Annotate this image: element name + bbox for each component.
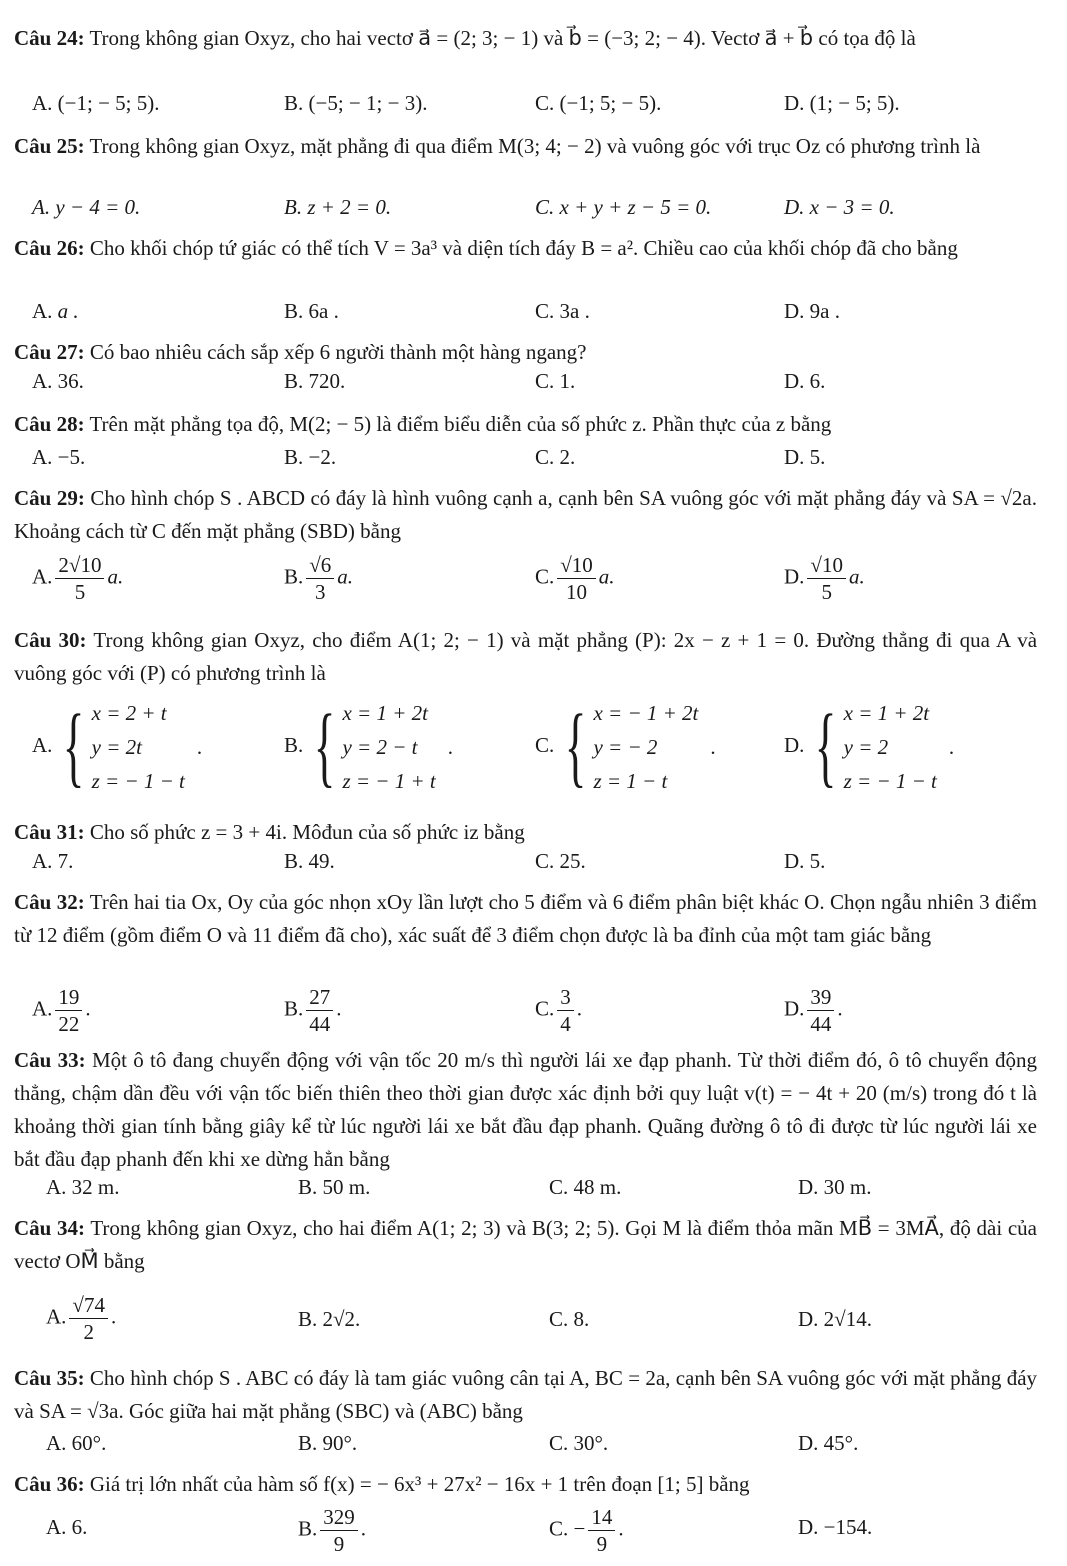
question-text: Giá trị lớn nhất của hàm số f(x) = − 6x³ + 27x² − 16x + 1 trên đoạn [1; 5] bằng — [89, 1472, 750, 1496]
question-stem — [14, 482, 1037, 548]
option-text: 60°. — [71, 1431, 107, 1455]
option-tail: a. — [337, 564, 354, 589]
fraction — [55, 984, 82, 1037]
question-stem — [14, 1362, 1037, 1428]
question-stem — [14, 336, 1037, 369]
option-text: 25. — [559, 849, 586, 873]
option-text: 6a . — [308, 299, 339, 323]
fraction — [55, 552, 104, 605]
option-text: 3a . — [559, 299, 590, 323]
question-label: Câu 29: — [14, 486, 85, 510]
numerator: √6 — [306, 552, 334, 579]
option-text: z + 2 = 0. — [307, 195, 392, 219]
denominator: 44 — [810, 1012, 832, 1036]
equation-line: z = − 1 − t — [843, 769, 937, 793]
question-24 — [14, 22, 1037, 115]
option-letter: C. — [549, 1307, 569, 1331]
option-b — [298, 1428, 357, 1458]
question-label: Câu 32: — [14, 890, 85, 914]
denominator: 44 — [309, 1012, 331, 1036]
option-letter: B. — [284, 564, 304, 589]
option-letter: B. — [284, 195, 303, 219]
option-letter: B. — [284, 732, 304, 757]
question-stem — [14, 130, 1037, 163]
question-label: Câu 27: — [14, 340, 85, 364]
option-letter: C. — [535, 299, 555, 323]
denominator: 9 — [333, 1532, 345, 1556]
brace: { — [565, 697, 587, 796]
option-d — [784, 442, 825, 472]
option-a — [32, 366, 84, 396]
option-b — [298, 1504, 366, 1557]
option-b — [284, 366, 345, 396]
fraction — [320, 1504, 358, 1557]
option-b — [284, 88, 427, 118]
denominator: 3 — [315, 580, 326, 604]
option-c — [535, 696, 716, 798]
option-b — [284, 846, 335, 876]
option-letter: A. — [32, 195, 51, 219]
question-33 — [14, 1044, 1038, 1199]
equation-system — [303, 696, 453, 798]
option-d — [784, 696, 954, 798]
option-text: 48 m. — [573, 1175, 622, 1199]
option-d — [784, 552, 865, 605]
question-text: Trên hai tia Ox, Oy của góc nhọn xOy lần lượt cho 5 điểm và 6 điểm phân biệt khác O. Chọn ngẫu nhiên 3 điểm từ 12 điểm (gồm điểm O và 11 điểm đã cho), xác suất để 3 điểm chọn được là ba đỉnh của một tam giác bằng — [14, 890, 1038, 947]
option-letter: A. — [32, 996, 53, 1021]
option-letter: C. — [549, 1175, 569, 1199]
option-text: 7. — [57, 849, 74, 873]
option-b — [284, 296, 339, 326]
option-letter: C. — [535, 369, 555, 393]
option-text: 2√14. — [823, 1307, 872, 1331]
question-stem — [14, 1044, 1037, 1176]
option-b — [298, 1172, 370, 1202]
fraction — [306, 552, 334, 605]
fraction — [69, 1292, 108, 1345]
numerator: 19 — [55, 984, 82, 1011]
option-letter: A. — [46, 1515, 67, 1539]
option-text: −2. — [308, 445, 337, 469]
question-text: Trong không gian Oxyz, cho hai vectơ a⃗ = (2; 3; − 1) và b⃗ = (−3; 2; − 4). Vectơ a⃗ + b⃗ có tọa độ là — [89, 26, 916, 50]
option-letter: D. — [798, 1431, 819, 1455]
option-text: 720. — [308, 369, 346, 393]
numerator: 27 — [306, 984, 333, 1011]
option-letter: A. — [32, 299, 53, 323]
option-a — [46, 1172, 120, 1202]
option-a — [32, 88, 160, 118]
option-letter: A. — [46, 1304, 67, 1329]
fraction — [807, 984, 834, 1037]
question-26 — [14, 232, 1037, 323]
question-text: Trong không gian Oxyz, cho hai điểm A(1; 2; 3) và B(3; 2; 5). Gọi M là điểm thỏa mãn MB⃗ = 3MA⃗, độ dài của vectơ OM⃗ bằng — [14, 1216, 1037, 1273]
option-letter: D. — [784, 564, 805, 589]
question-label: Câu 31: — [14, 820, 85, 844]
question-text: Có bao nhiêu cách sắp xếp 6 người thành một hàng ngang? — [89, 340, 587, 364]
option-a — [32, 552, 123, 605]
option-c — [535, 984, 582, 1037]
option-d — [798, 1172, 872, 1202]
option-tail: . — [948, 735, 955, 759]
fraction — [588, 1504, 615, 1557]
question-35 — [14, 1362, 1038, 1455]
equation-line: y = 2 − t — [342, 735, 418, 759]
option-letter: C. — [549, 1431, 569, 1455]
question-text: Trong không gian Oxyz, cho điểm A(1; 2; − 1) và mặt phẳng (P): 2x − z + 1 = 0. Đường thẳng đi qua A và vuông góc với (P) có phương trình là — [14, 628, 1038, 685]
question-31 — [14, 816, 1037, 873]
option-c — [535, 442, 575, 472]
option-text: 50 m. — [322, 1175, 371, 1199]
option-text: a . — [57, 299, 79, 323]
question-label: Câu 36: — [14, 1472, 85, 1496]
option-tail: . — [336, 996, 342, 1021]
option-tail: . — [196, 735, 203, 759]
question-label: Câu 28: — [14, 412, 85, 436]
option-letter: C. — [535, 732, 555, 757]
question-stem — [14, 886, 1037, 952]
question-stem — [14, 624, 1037, 690]
option-c — [535, 88, 661, 118]
option-text: (−1; 5; − 5). — [559, 91, 662, 115]
question-label: Câu 26: — [14, 236, 85, 260]
option-letter: D. — [784, 299, 805, 323]
option-letter: D. — [784, 996, 805, 1021]
question-text: Cho hình chóp S . ABCD có đáy là hình vuông cạnh a, cạnh bên SA vuông góc với mặt phẳng đáy và SA = √2a. Khoảng cách từ C đến mặt phẳng (SBD) bằng — [14, 486, 1038, 543]
option-letter: C. — [535, 564, 555, 589]
option-d — [784, 296, 840, 326]
option-d — [798, 1304, 872, 1334]
option-tail: . — [710, 735, 716, 759]
option-c — [549, 1504, 624, 1557]
fraction — [557, 552, 596, 605]
option-d — [798, 1428, 858, 1458]
option-tail: a. — [848, 564, 865, 589]
option-text: 5. — [809, 445, 826, 469]
option-letter: A. — [32, 732, 53, 757]
option-c — [535, 192, 711, 222]
option-text: 49. — [308, 849, 335, 873]
option-letter: D. — [784, 195, 805, 219]
question-stem — [14, 408, 1037, 441]
question-label: Câu 30: — [14, 628, 87, 652]
question-text: Trong không gian Oxyz, mặt phẳng đi qua điểm M(3; 4; − 2) và vuông góc với trục Oz có phương trình là — [89, 134, 981, 158]
option-letter: C. — [535, 445, 555, 469]
option-a — [46, 1512, 87, 1542]
option-text: 5. — [809, 849, 826, 873]
option-letter: A. — [32, 849, 53, 873]
fraction — [807, 552, 846, 605]
option-tail: a. — [107, 564, 124, 589]
question-label: Câu 35: — [14, 1366, 85, 1390]
option-letter: C. — [535, 91, 555, 115]
option-letter: A. — [32, 91, 53, 115]
denominator: 10 — [566, 580, 588, 604]
option-b — [284, 696, 453, 798]
fraction — [306, 984, 333, 1037]
option-a — [32, 442, 85, 472]
question-stem — [14, 232, 1037, 265]
numerator: √74 — [69, 1292, 108, 1319]
option-tail: . — [576, 996, 583, 1021]
question-label: Câu 24: — [14, 26, 85, 50]
option-a — [32, 192, 140, 222]
question-stem — [14, 1468, 1037, 1501]
option-tail: . — [447, 735, 453, 759]
option-text: 90°. — [322, 1431, 358, 1455]
numerator: √10 — [807, 552, 846, 579]
option-letter: B. — [284, 996, 304, 1021]
question-label: Câu 25: — [14, 134, 85, 158]
equation-line: y = 2t — [91, 735, 142, 759]
option-text: (−1; − 5; 5). — [57, 91, 160, 115]
option-a — [32, 984, 91, 1037]
option-letter: D. — [784, 445, 805, 469]
brace: { — [314, 697, 336, 796]
equation-system — [554, 696, 715, 798]
option-letter: B. — [298, 1516, 318, 1541]
option-d — [784, 846, 825, 876]
option-d — [784, 88, 900, 118]
question-stem — [14, 816, 1037, 849]
equation-line: x = − 1 + 2t — [593, 701, 699, 725]
equation-line: z = 1 − t — [593, 769, 668, 793]
denominator: 9 — [596, 1532, 608, 1556]
option-text: 32 m. — [71, 1175, 120, 1199]
option-text: x + y + z − 5 = 0. — [559, 195, 712, 219]
minus-sign: − — [573, 1516, 586, 1541]
question-34 — [14, 1212, 1037, 1344]
option-letter: B. — [284, 369, 304, 393]
option-letter: B. — [298, 1431, 318, 1455]
denominator: 5 — [74, 580, 86, 604]
option-tail: . — [618, 1516, 624, 1541]
option-c — [535, 296, 590, 326]
fraction — [557, 984, 574, 1037]
brace: { — [815, 697, 837, 796]
option-a — [46, 1292, 116, 1345]
option-text: 1. — [559, 369, 576, 393]
option-text: y − 4 = 0. — [55, 195, 141, 219]
option-letter: B. — [298, 1175, 318, 1199]
option-a — [32, 296, 79, 326]
equation-line: z = − 1 + t — [342, 769, 436, 793]
question-27 — [14, 336, 1037, 393]
denominator: 4 — [560, 1012, 571, 1036]
question-29 — [14, 482, 1038, 604]
option-letter: D. — [784, 849, 805, 873]
option-text: 2√2. — [322, 1307, 361, 1331]
option-b — [284, 552, 353, 605]
option-text: 9a . — [809, 299, 840, 323]
equation-line: y = − 2 — [593, 735, 658, 759]
denominator: 5 — [821, 580, 832, 604]
numerator: 39 — [807, 984, 834, 1011]
option-text: 2. — [559, 445, 576, 469]
option-letter: B. — [298, 1307, 318, 1331]
option-text: −5. — [57, 445, 86, 469]
option-d — [784, 984, 843, 1037]
question-label: Câu 33: — [14, 1048, 86, 1072]
option-letter: A. — [32, 564, 53, 589]
numerator: 14 — [588, 1504, 615, 1531]
option-letter: D. — [798, 1175, 819, 1199]
option-d — [784, 366, 825, 396]
option-text: 36. — [57, 369, 84, 393]
question-36 — [14, 1468, 1037, 1556]
option-letter: D. — [784, 91, 805, 115]
option-letter: A. — [46, 1431, 67, 1455]
equation-system — [804, 696, 954, 798]
denominator: 2 — [83, 1320, 94, 1344]
option-text: x − 3 = 0. — [809, 195, 895, 219]
option-tail: . — [110, 1304, 117, 1329]
option-letter: B. — [284, 849, 304, 873]
option-tail: a. — [598, 564, 615, 589]
option-b — [298, 1304, 360, 1334]
question-text: Cho hình chóp S . ABC có đáy là tam giác vuông cân tại A, BC = 2a, cạnh bên SA vuông góc với mặt phẳng đáy và SA = √3a. Góc giữa hai mặt phẳng (SBC) và (ABC) bằng — [14, 1366, 1038, 1423]
option-text: 6. — [71, 1515, 88, 1539]
option-letter: B. — [284, 299, 304, 323]
option-c — [549, 1172, 621, 1202]
option-letter: C. — [535, 849, 555, 873]
option-c — [549, 1428, 608, 1458]
equation-line: x = 1 + 2t — [342, 701, 428, 725]
equation-line: x = 1 + 2t — [843, 701, 930, 725]
option-letter: C. — [535, 195, 555, 219]
option-d — [798, 1512, 872, 1542]
question-stem — [14, 1212, 1037, 1278]
numerator: √10 — [557, 552, 596, 579]
option-tail: . — [837, 996, 843, 1021]
option-letter: A. — [46, 1175, 67, 1199]
question-text: Một ô tô đang chuyển động với vận tốc 20 m/s thì người lái xe đạp phanh. Từ thời điểm đó, ô tô chuyển động thẳng, chậm dần đều với vận tốc biến thiên theo thời gian được xác định bởi quy luật v(t) = − 4t + 20 (m/s) trong đó t là khoảng thời gian tính bằng giây kể từ lúc người lái xe bắt đầu đạp phanh. Quãng đường ô tô đi được từ lúc người lái xe bắt đầu đạp phanh đến khi xe dừng hẳn bằng — [14, 1048, 1038, 1171]
question-text: Trên mặt phẳng tọa độ, M(2; − 5) là điểm biểu diễn của số phức z. Phần thực của z bằng — [89, 412, 832, 436]
question-text: Cho số phức z = 3 + 4i. Môđun của số phức iz bằng — [89, 820, 525, 844]
option-letter: C. — [535, 996, 555, 1021]
question-30 — [14, 624, 1038, 796]
option-text: −154. — [823, 1515, 873, 1539]
question-25 — [14, 130, 1037, 219]
option-text: 30°. — [573, 1431, 609, 1455]
equation-line: y = 2 — [843, 735, 889, 759]
question-text: Cho khối chóp tứ giác có thể tích V = 3a³ và diện tích đáy B = a². Chiều cao của khối chóp đã cho bằng — [89, 236, 958, 260]
question-32 — [14, 886, 1038, 1036]
numerator: 2√10 — [55, 552, 104, 579]
option-text: 30 m. — [823, 1175, 872, 1199]
option-letter: B. — [284, 445, 304, 469]
option-text: (1; − 5; 5). — [809, 91, 900, 115]
option-letter: D. — [784, 732, 805, 757]
option-b — [284, 442, 336, 472]
option-letter: C. — [549, 1516, 569, 1541]
equation-line: z = − 1 − t — [91, 769, 185, 793]
option-c — [549, 1304, 589, 1334]
option-tail: . — [360, 1516, 367, 1541]
numerator: 3 — [557, 984, 574, 1011]
option-text: 45°. — [823, 1431, 859, 1455]
option-text: 6. — [809, 369, 826, 393]
option-text: (−5; − 1; − 3). — [308, 91, 428, 115]
option-letter: A. — [32, 369, 53, 393]
option-letter: A. — [32, 445, 53, 469]
option-a — [32, 696, 202, 798]
option-letter: B. — [284, 91, 304, 115]
option-b — [284, 192, 391, 222]
option-a — [46, 1428, 106, 1458]
equation-line: x = 2 + t — [91, 701, 167, 725]
question-stem — [14, 22, 1037, 55]
equation-system — [52, 696, 202, 798]
option-c — [535, 846, 586, 876]
numerator: 329 — [320, 1504, 358, 1531]
option-d — [784, 192, 895, 222]
question-label: Câu 34: — [14, 1216, 86, 1240]
option-b — [284, 984, 342, 1037]
question-28 — [14, 408, 1037, 469]
option-c — [535, 552, 615, 605]
option-letter: D. — [798, 1515, 819, 1539]
option-letter: D. — [798, 1307, 819, 1331]
option-tail: . — [85, 996, 91, 1021]
option-c — [535, 366, 575, 396]
denominator: 22 — [58, 1012, 80, 1036]
brace: { — [63, 697, 85, 796]
option-a — [32, 846, 73, 876]
option-text: 8. — [573, 1307, 590, 1331]
option-letter: D. — [784, 369, 805, 393]
